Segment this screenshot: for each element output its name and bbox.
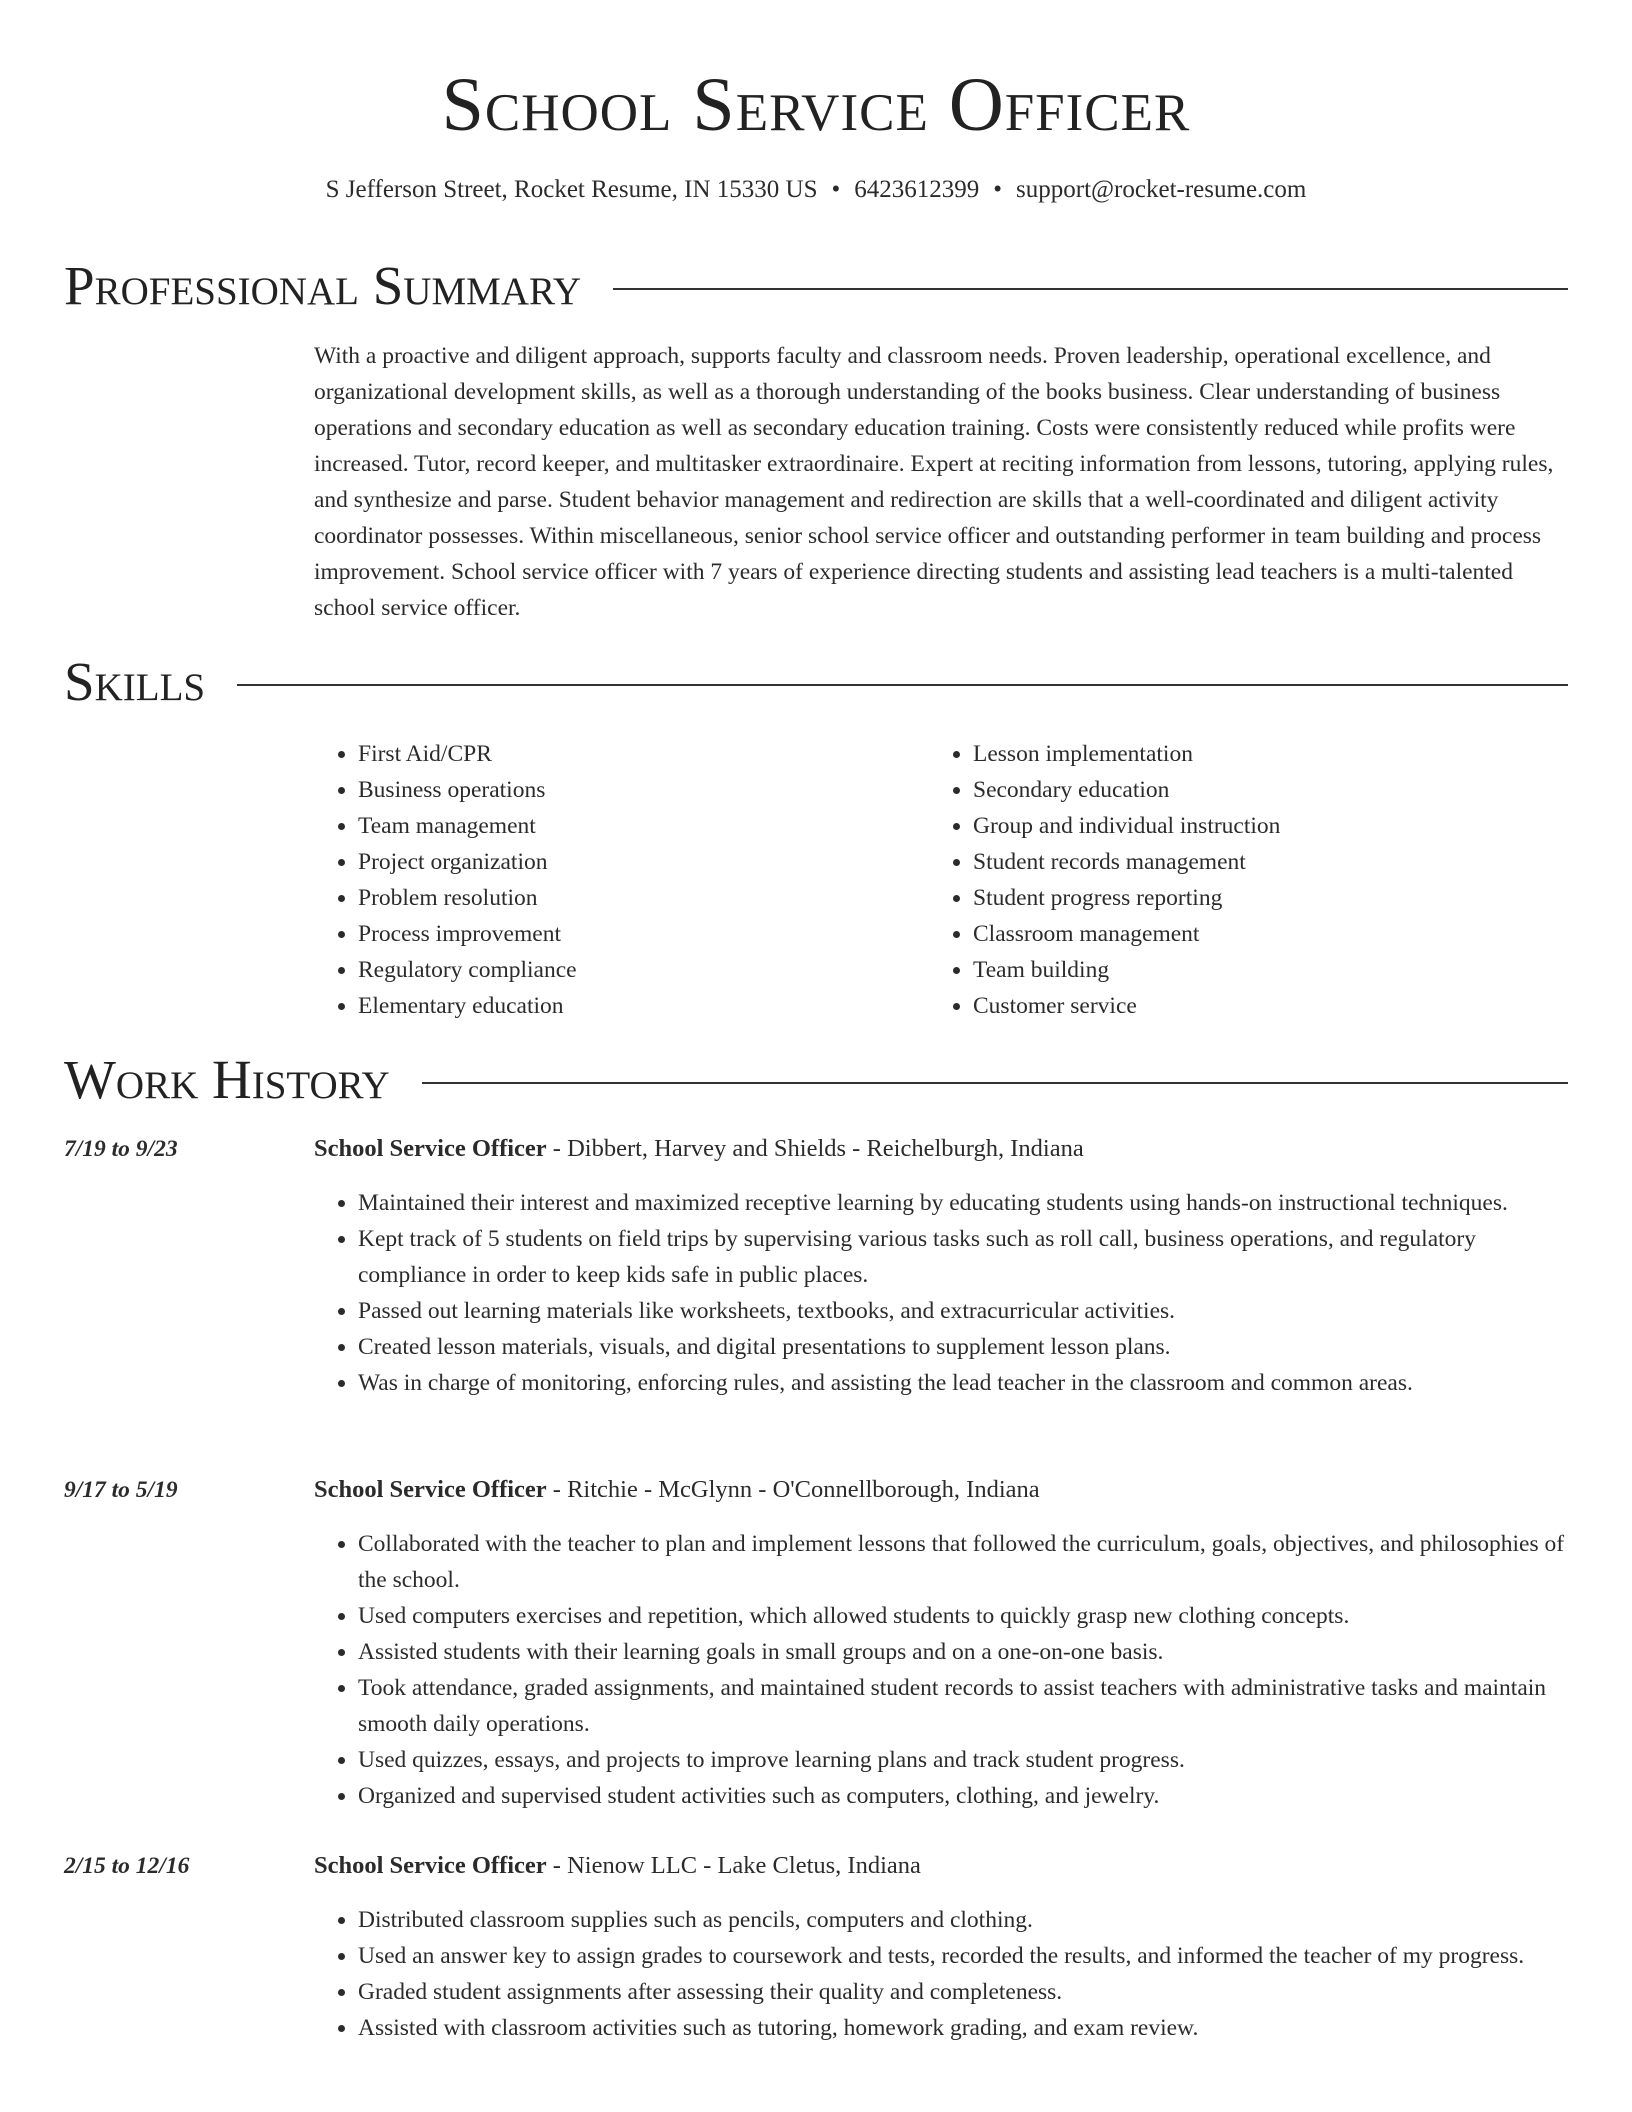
job-employer: - Ritchie - McGlynn - O'Connellborough, Indiana — [546, 1476, 1040, 1503]
job-bullet: • Maintained their interest and maximized receptive learning by educating students using hands-on instructional techniques. — [358, 1185, 1568, 1221]
skill-item: • Team building — [973, 952, 1544, 988]
skill-item: • Student records management — [973, 844, 1544, 880]
contact-email: support@rocket-resume.com — [1016, 176, 1307, 203]
contact-line — [0, 172, 1632, 208]
job-bullets — [314, 1902, 1568, 2046]
job-dates: 9/17 to 5/19 — [64, 1477, 178, 1503]
skill-item: • Business operations — [358, 772, 929, 808]
job-bullet: • Took attendance, graded assignments, and maintained student records to assist teachers with administrative tasks and maintain smooth daily operations. — [358, 1670, 1568, 1742]
skill-item: • Customer service — [973, 988, 1544, 1024]
skill-item: • Secondary education — [973, 772, 1544, 808]
skill-item: • Regulatory compliance — [358, 952, 929, 988]
job-bullet: • Used computers exercises and repetition, which allowed students to quickly grasp new clothing concepts. — [358, 1598, 1568, 1634]
job-title-line — [314, 1472, 1040, 1508]
job-bullet: • Used an answer key to assign grades to coursework and tests, recorded the results, and informed the teacher of my progress. — [358, 1938, 1568, 1974]
skills-heading: Skills — [64, 651, 206, 712]
job-bullet: • Was in charge of monitoring, enforcing rules, and assisting the lead teacher in the classroom and common areas. — [358, 1365, 1568, 1401]
summary-section-header — [64, 254, 1568, 318]
skill-item: • Group and individual instruction — [973, 808, 1544, 844]
job-bullet: • Graded student assignments after assessing their quality and completeness. — [358, 1974, 1568, 2010]
job-role: School Service Officer — [314, 1852, 547, 1879]
contact-separator: • — [831, 176, 841, 203]
section-divider — [422, 1082, 1568, 1084]
job-bullet: • Assisted with classroom activities such as tutoring, homework grading, and exam review. — [358, 2010, 1568, 2046]
skills-section-header — [64, 650, 1568, 714]
summary-text: With a proactive and diligent approach, supports faculty and classroom needs. Proven leadership, operational excellence, and organizational development skills, as well as a thorough understanding of the books business. Clear understanding of business operations and secondary education as well as secondary education training. Costs were consistently reduced while profits were increased. Tutor, record keeper, and multitasker extraordinaire. Expert at reciting information from lessons, tutoring, applying rules, and synthesize and parse. Student behavior management and redirection are skills that a well-coordinated and diligent activity coordinator possesses. Within miscellaneous, senior school service officer and outstanding performer in team building and process improvement. School service officer with 7 years of experience directing students and assisting lead teachers is a multi-talented school service officer. — [314, 343, 1554, 621]
skills-column-left — [314, 736, 929, 1024]
contact-address: S Jefferson Street, Rocket Resume, IN 15330 US — [325, 176, 818, 203]
section-divider — [613, 288, 1568, 290]
skill-item: • Lesson implementation — [973, 736, 1544, 772]
job-bullet: • Distributed classroom supplies such as pencils, computers and clothing. — [358, 1902, 1568, 1938]
job-bullet: • Assisted students with their learning goals in small groups and on a one-on-one basis. — [358, 1634, 1568, 1670]
job-bullet: • Collaborated with the teacher to plan and implement lessons that followed the curriculum, goals, objectives, and philosophies of the school. — [358, 1526, 1568, 1598]
contact-phone: 6423612399 — [854, 176, 980, 203]
work-section-header — [64, 1048, 1568, 1112]
job-bullets — [314, 1526, 1568, 1814]
job-bullet: • Kept track of 5 students on field trips by supervising various tasks such as roll call, business operations, and regulatory compliance in order to keep kids safe in public places. — [358, 1221, 1568, 1293]
job-bullet: • Created lesson materials, visuals, and digital presentations to supplement lesson plans. — [358, 1329, 1568, 1365]
job-role: School Service Officer — [314, 1476, 547, 1503]
job-bullets — [314, 1185, 1568, 1401]
job-role: School Service Officer — [314, 1135, 547, 1162]
job-employer: - Nienow LLC - Lake Cletus, Indiana — [546, 1852, 921, 1879]
job-dates: 7/19 to 9/23 — [64, 1136, 178, 1162]
skill-item: • Problem resolution — [358, 880, 929, 916]
contact-separator: • — [993, 176, 1003, 203]
skill-item: • Team management — [358, 808, 929, 844]
skill-item: • Process improvement — [358, 916, 929, 952]
section-divider — [237, 684, 1568, 686]
page-title: School Service Officer — [441, 63, 1191, 147]
skills-list — [314, 736, 1568, 1024]
skill-item: • Elementary education — [358, 988, 929, 1024]
skill-item: • Project organization — [358, 844, 929, 880]
skill-item: • Classroom management — [973, 916, 1544, 952]
summary-heading: Professional Summary — [64, 255, 582, 316]
job-bullet: • Used quizzes, essays, and projects to improve learning plans and track student progress. — [358, 1742, 1568, 1778]
skill-item: • First Aid/CPR — [358, 736, 929, 772]
job-title-line — [314, 1848, 921, 1884]
skill-item: • Student progress reporting — [973, 880, 1544, 916]
job-bullet: • Passed out learning materials like worksheets, textbooks, and extracurricular activities. — [358, 1293, 1568, 1329]
job-employer: - Dibbert, Harvey and Shields - Reichelburgh, Indiana — [546, 1135, 1084, 1162]
skills-column-right — [929, 736, 1544, 1024]
job-bullet: • Organized and supervised student activities such as computers, clothing, and jewelry. — [358, 1778, 1568, 1814]
job-dates: 2/15 to 12/16 — [64, 1853, 190, 1879]
work-heading: Work History — [64, 1049, 390, 1110]
job-title-line — [314, 1131, 1084, 1167]
